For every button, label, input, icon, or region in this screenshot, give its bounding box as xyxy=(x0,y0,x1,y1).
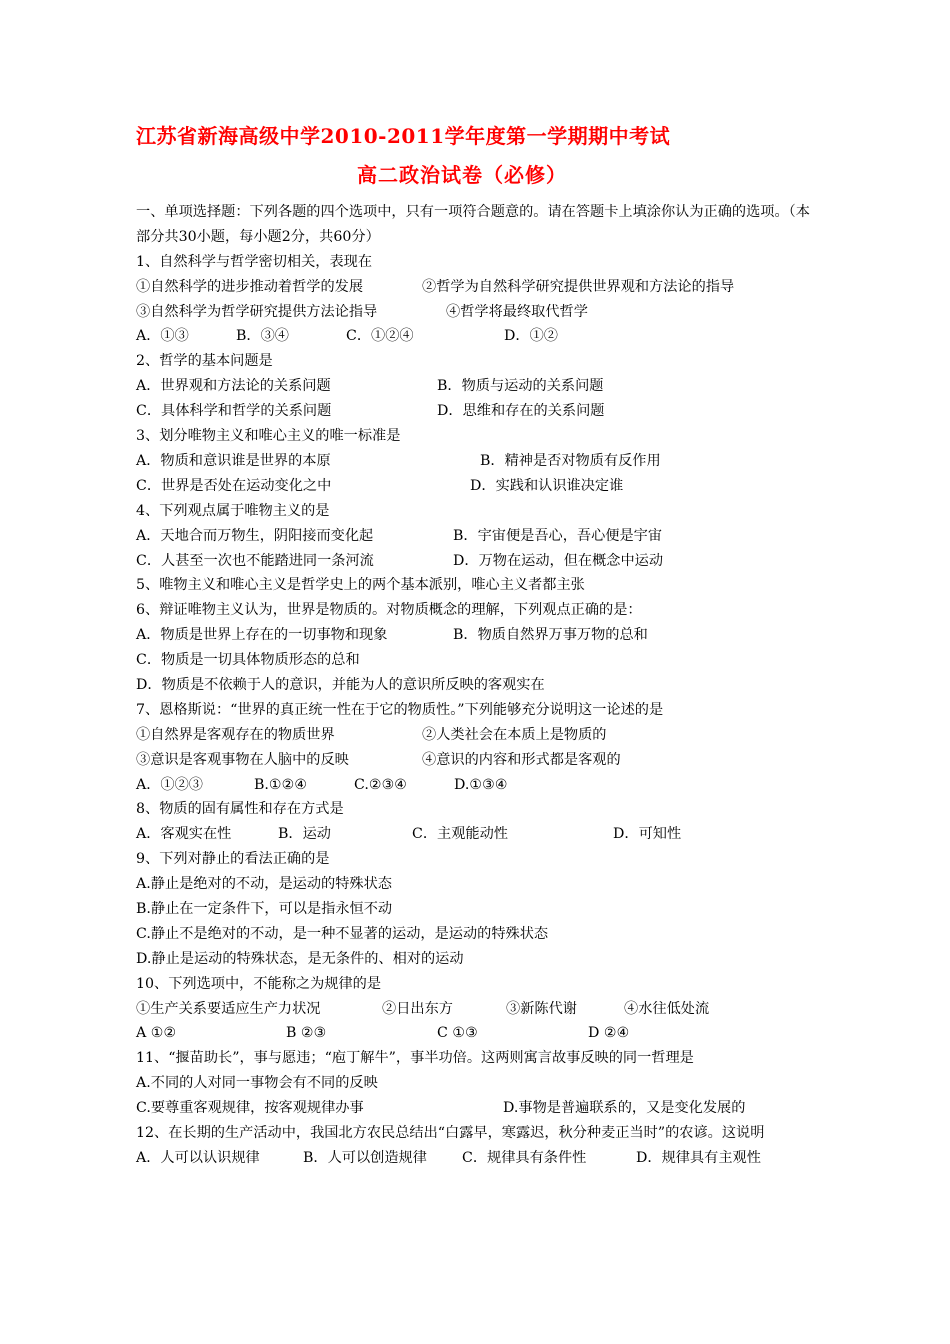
question-stem: 7、恩格斯说：“世界的真正统一性在于它的物质性。”下列能够充分说明这一论述的是 xyxy=(136,701,664,718)
option-b: B．精神是否对物质有反作用 xyxy=(480,452,661,469)
statement-item: ①生产关系要适应生产力状况 xyxy=(136,1000,321,1017)
question-stem: 6、辩证唯物主义认为，世界是物质的。对物质概念的理解，下列观点正确的是： xyxy=(136,602,642,619)
option-b: B．物质自然界万事万物的总和 xyxy=(453,627,648,644)
option-a: A．客观实在性 xyxy=(136,826,232,843)
options-row xyxy=(136,623,816,648)
options-row xyxy=(136,324,816,349)
option-a: A．物质和意识谁是世界的本原 xyxy=(136,452,331,469)
option-a: A．世界观和方法论的关系问题 xyxy=(136,378,331,395)
option-d: D．万物在运动，但在概念中运动 xyxy=(453,552,664,569)
question-stem: 5、唯物主义和唯心主义是哲学史上的两个基本派别，唯心主义者都主张 xyxy=(136,577,585,594)
option-b: B.静止在一定条件下，可以是指永恒不动 xyxy=(136,900,393,917)
statement-row xyxy=(136,997,816,1022)
option-c: C．物质是一切具体物质形态的总和 xyxy=(136,652,360,669)
statement-item: ④哲学将最终取代哲学 xyxy=(446,303,588,320)
option-c: C．①②④ xyxy=(346,328,414,345)
statement-row xyxy=(136,723,816,748)
statement-item: ②人类社会在本质上是物质的 xyxy=(422,726,607,743)
option-d: D.①③④ xyxy=(454,776,508,793)
option-b: B．人可以创造规律 xyxy=(303,1149,427,1166)
statement-row xyxy=(136,275,816,300)
options-row xyxy=(136,773,816,798)
question-stem: 2、哲学的基本问题是 xyxy=(136,353,273,370)
options-row xyxy=(136,549,816,574)
statement-item: ③新陈代谢 xyxy=(506,1000,577,1017)
question-stem: 1、自然科学与哲学密切相关，表现在 xyxy=(136,253,373,270)
statement-item: ②哲学为自然科学研究提供世界观和方法论的指导 xyxy=(422,278,735,295)
question-stem: 3、划分唯物主义和唯心主义的唯一标准是 xyxy=(136,428,401,445)
option-a: A．天地合而万物生，阴阳接而变化起 xyxy=(136,527,374,544)
statement-row xyxy=(136,300,816,325)
option-b: B．宇宙便是吾心，吾心便是宇宙 xyxy=(453,527,663,544)
option-b: B．③④ xyxy=(236,328,289,345)
option-d: D．可知性 xyxy=(613,826,682,843)
option-a: A．①②③ xyxy=(136,776,203,793)
option-c: C ①③ xyxy=(437,1025,478,1042)
question-stem: 8、物质的固有属性和存在方式是 xyxy=(136,801,344,818)
option-d: D．物质是不依赖于人的意识，并能为人的意识所反映的客观实在 xyxy=(136,676,545,693)
option-c: C.②③④ xyxy=(354,776,408,793)
option-c: C.要尊重客观规律，按客观规律办事 xyxy=(136,1100,364,1117)
exam-body xyxy=(136,200,816,1171)
option-d: D ②④ xyxy=(588,1025,630,1042)
option-c: C.静止不是绝对的不动，是一种不显著的运动，是运动的特殊状态 xyxy=(136,925,549,942)
option-b: B ②③ xyxy=(286,1025,327,1042)
options-row xyxy=(136,374,816,399)
option-a: A．人可以认识规律 xyxy=(136,1149,260,1166)
option-c: C．主观能动性 xyxy=(412,826,508,843)
option-a: A.不同的人对同一事物会有不同的反映 xyxy=(136,1075,378,1092)
option-a: A．①③ xyxy=(136,328,189,345)
option-d: D．规律具有主观性 xyxy=(636,1149,761,1166)
options-row xyxy=(136,1146,816,1171)
option-d: D．思维和存在的关系问题 xyxy=(437,403,605,420)
option-d: D.事物是普遍联系的，又是变化发展的 xyxy=(503,1100,746,1117)
statement-item: ④水往低处流 xyxy=(624,1000,710,1017)
option-c: C．规律具有条件性 xyxy=(462,1149,587,1166)
question-stem: 9、下列对静止的看法正确的是 xyxy=(136,851,330,868)
option-d: D.静止是运动的特殊状态，是无条件的、相对的运动 xyxy=(136,950,464,967)
option-c: C．世界是否处在运动变化之中 xyxy=(136,477,332,494)
statement-item: ①自然界是客观存在的物质世界 xyxy=(136,726,335,743)
option-c: C．具体科学和哲学的关系问题 xyxy=(136,403,332,420)
option-b: B．运动 xyxy=(278,826,331,843)
option-c: C．人甚至一次也不能踏进同一条河流 xyxy=(136,552,374,569)
statement-item: ③意识是客观事物在人脑中的反映 xyxy=(136,751,349,768)
option-b: B.①②④ xyxy=(254,776,308,793)
options-row xyxy=(136,524,816,549)
options-row xyxy=(136,1021,816,1046)
question-stem: 12、在长期的生产活动中，我国北方农民总结出“白露早，寒露迟，秋分种麦正当时”的农谚。这说明 xyxy=(136,1125,765,1141)
question-stem: 11、“揠苗助长”，事与愿违；“庖丁解牛”，事半功倍。这两则寓言故事反映的同一哲理是 xyxy=(136,1050,694,1067)
options-row xyxy=(136,474,816,499)
exam-title: 江苏省新海高级中学2010-2011学年度第一学期期中考试 xyxy=(136,124,671,148)
exam-subtitle: 高二政治试卷（必修） xyxy=(357,163,567,187)
question-stem: 10、下列选项中，不能称之为规律的是 xyxy=(136,975,382,992)
option-a: A．物质是世界上存在的一切事物和现象 xyxy=(136,627,388,644)
statement-item: ②日出东方 xyxy=(382,1000,453,1017)
options-row xyxy=(136,399,816,424)
options-row xyxy=(136,822,816,847)
options-row xyxy=(136,1096,816,1121)
option-a: A ①② xyxy=(136,1025,177,1042)
option-d: D．①② xyxy=(504,328,558,345)
options-row xyxy=(136,449,816,474)
statement-item: ④意识的内容和形式都是客观的 xyxy=(422,751,621,768)
option-d: D．实践和认识谁决定谁 xyxy=(470,477,624,494)
option-a: A.静止是绝对的不动，是运动的特殊状态 xyxy=(136,876,392,893)
question-stem: 4、下列观点属于唯物主义的是 xyxy=(136,502,330,519)
statement-row xyxy=(136,748,816,773)
option-b: B．物质与运动的关系问题 xyxy=(437,378,604,395)
section-intro: 一、单项选择题：下列各题的四个选项中，只有一项符合题意的。请在答题卡上填涂你认为正确的选项。（本部分共30小题，每小题2分，共60分） xyxy=(136,204,810,245)
statement-item: ①自然科学的进步推动着哲学的发展 xyxy=(136,278,364,295)
statement-item: ③自然科学为哲学研究提供方法论指导 xyxy=(136,303,378,320)
